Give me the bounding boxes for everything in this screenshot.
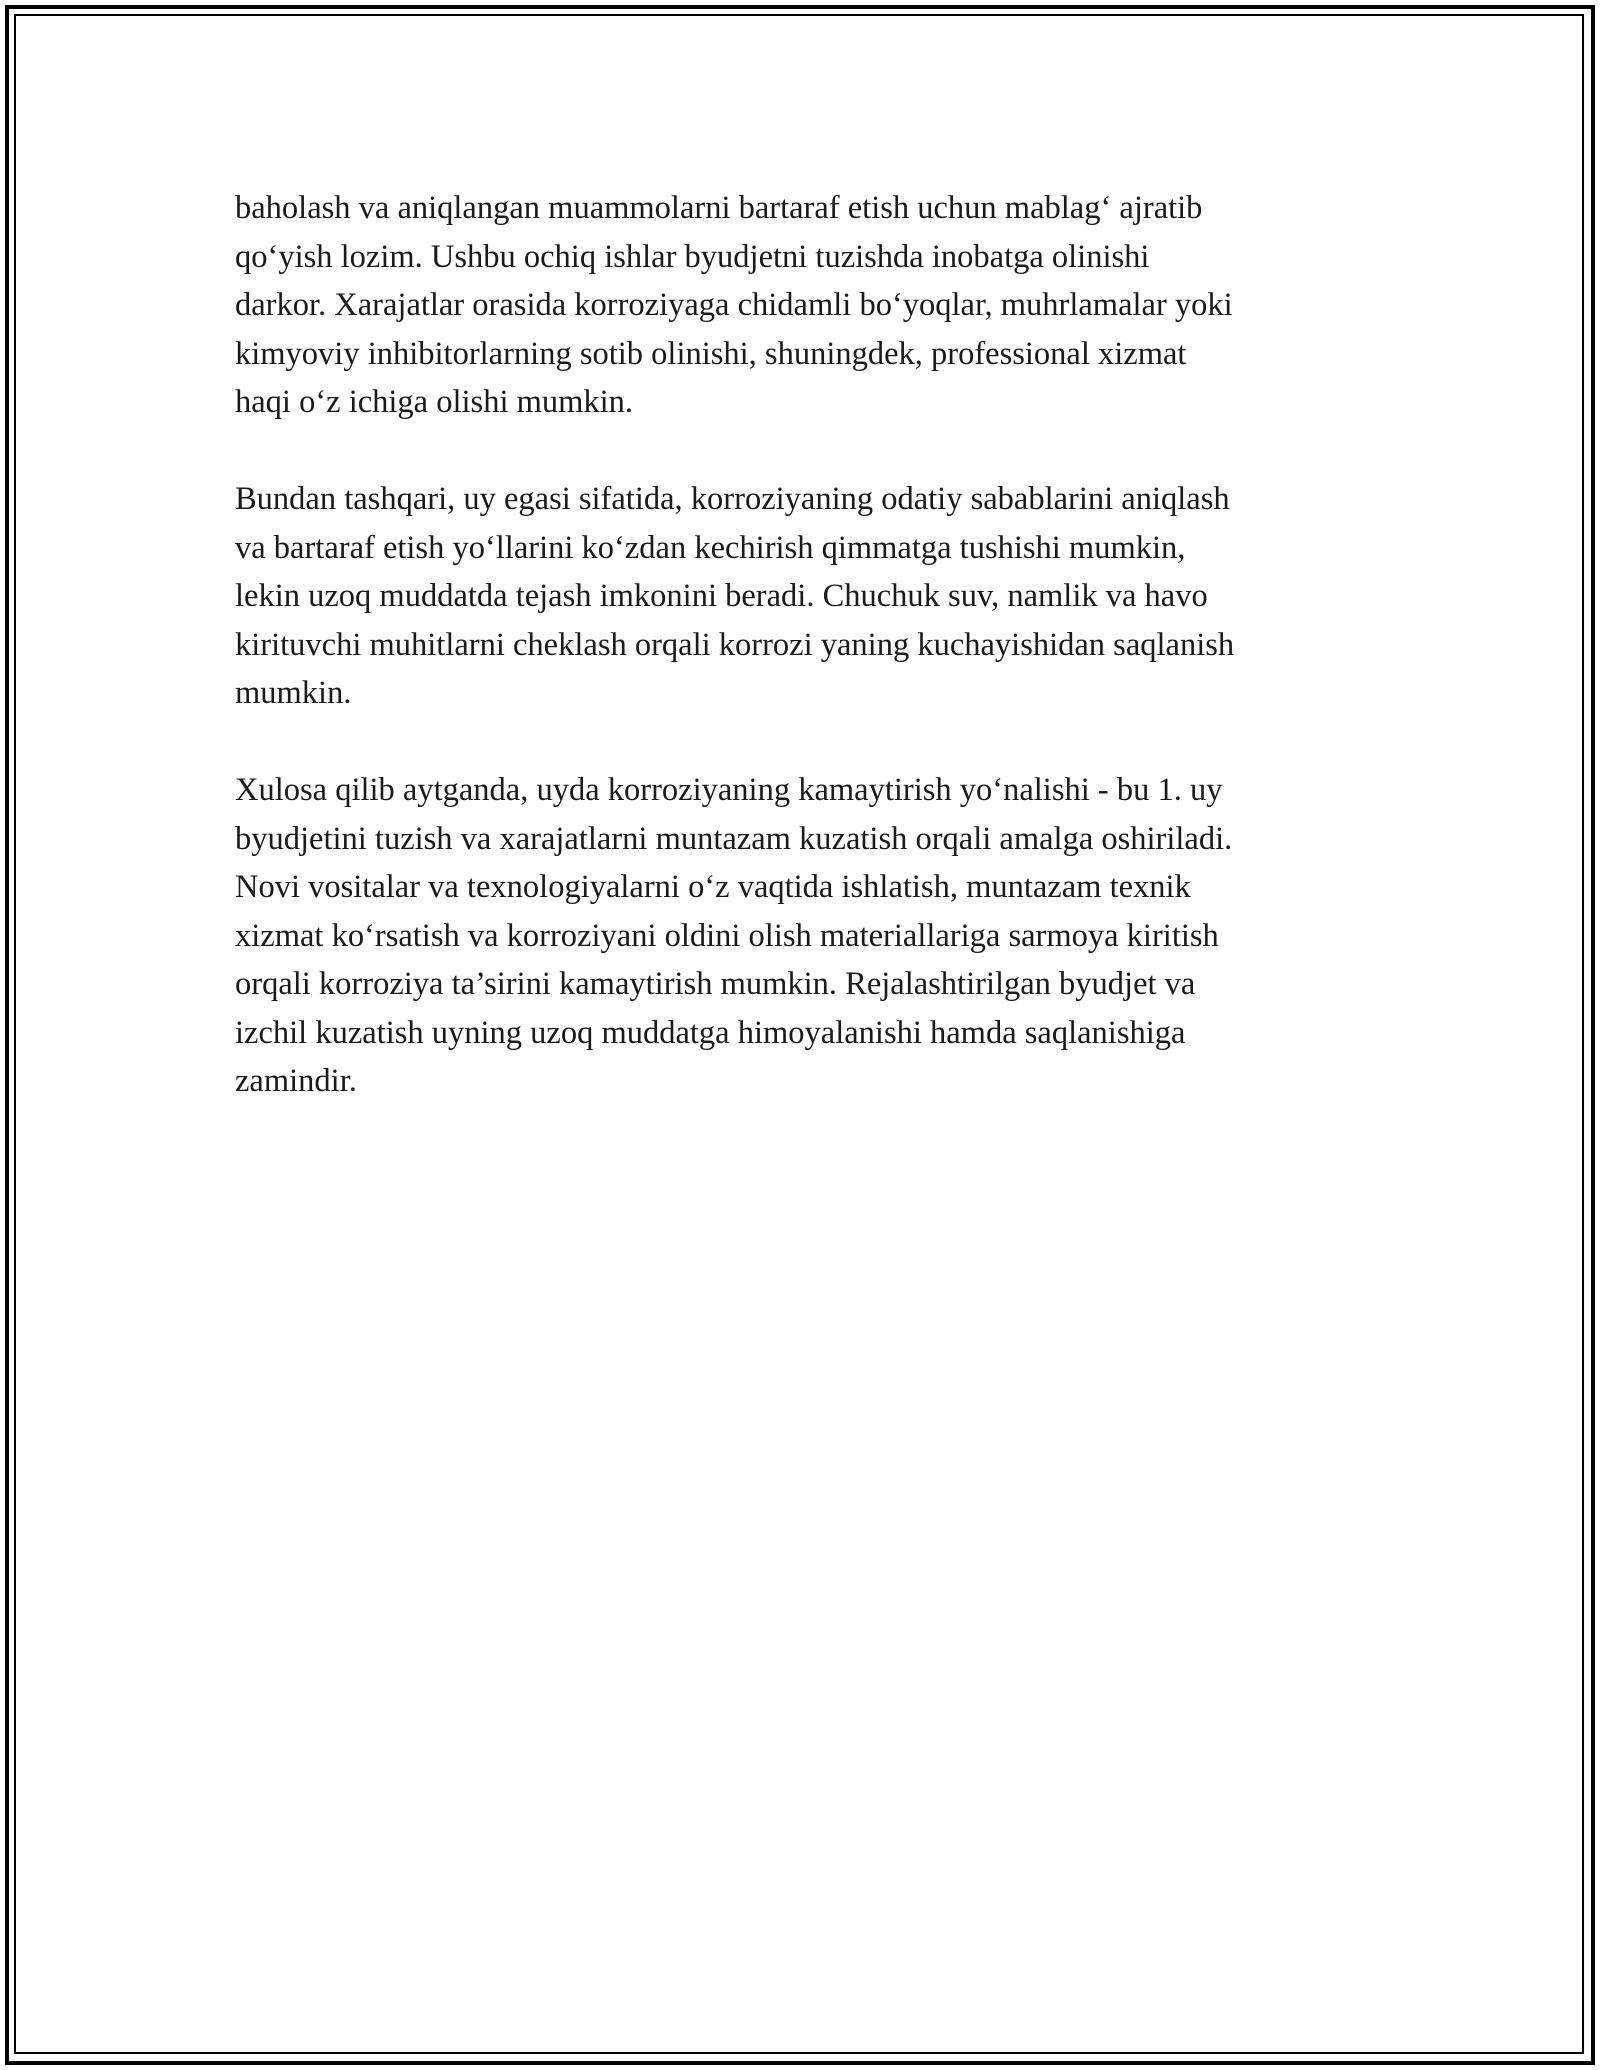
paragraph-3: Xulosa qilib aytganda, uyda korroziyaning kamaytirish yo‘nalishi - bu 1. uy byudjetini tuzish va xarajatlarni muntazam kuzatish orqali amalga oshiriladi. Novi vositalar va texnologiyalarni o‘z vaqtida ishlatish, muntazam texnik xizmat ko‘rsatish va korroziyani oldini olish materiallariga sarmoya kiritish orqali korroziya ta’sirini kamaytirish mumkin. Rejalashtirilgan byudjet va izchil kuzatish uyning uzoq muddatga himoyalanishi hamda saqlanishiga zamindir. xyxy=(235,772,1233,1099)
paragraph-2: Bundan tashqari, uy egasi sifatida, korroziyaning odatiy sabablarini aniqlash va bartaraf etish yo‘llarini ko‘zdan kechirish qimmatga tushishi mumkin, lekin uzoq muddatda tejash imkonini beradi. Chuchuk suv, namlik va havo kirituvchi muhitlarni cheklash orqali korrozi yaning kuchayishidan saqlanish mumkin. xyxy=(235,481,1235,711)
document-body xyxy=(235,184,1365,1154)
paragraph-1: baholash va aniqlangan muammolarni bartaraf etish uchun mablag‘ ajratib qo‘yish lozim. Ushbu ochiq ishlar byudjetni tuzishda inobatga olinishi darkor. Xarajatlar orasida korroziyaga chidamli bo‘yoqlar, muhrlamalar yoki kimyoviy inhibitorlarning sotib olinishi, shuningdek, professional xizmat haqi o‘z ichiga olishi mumkin. xyxy=(235,190,1233,420)
